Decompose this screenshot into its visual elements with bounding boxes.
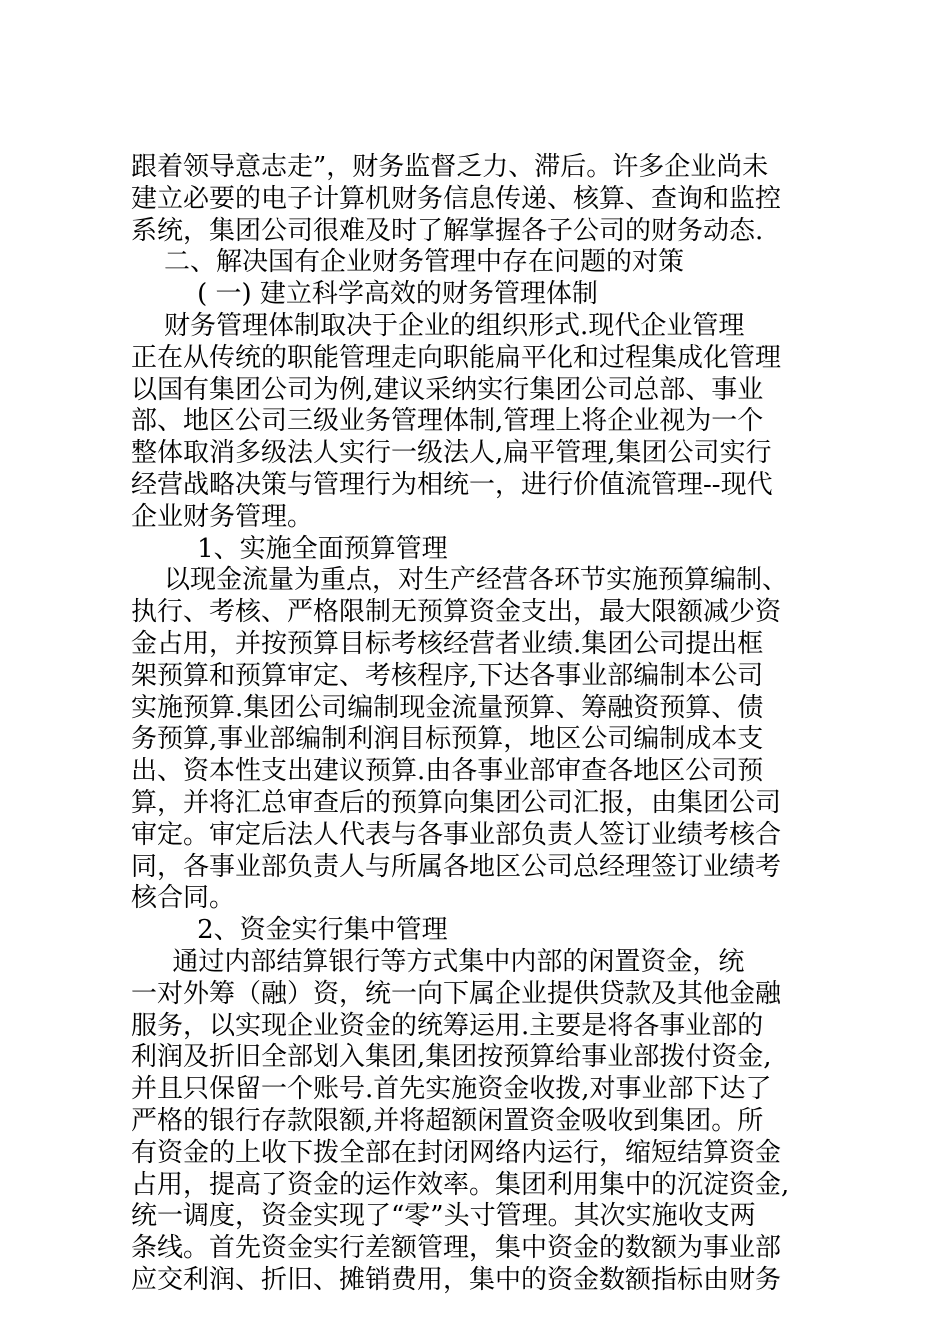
text-line: 以现金流量为重点，对生产经营各环节实施预算编制、 xyxy=(131,565,789,596)
text-line: 经营战略决策与管理行为相统一，进行价值流管理--现代 xyxy=(131,469,773,500)
text-line: 金占用，并按预算目标考核经营者业绩.集团公司提出框 xyxy=(131,628,764,659)
text-line: 执行、考核、严格限制无预算资金支出，最大限额减少资 xyxy=(131,597,782,628)
text-line: 通过内部结算银行等方式集中内部的闲置资金，统 xyxy=(131,946,745,977)
text-line: 算，并将汇总审查后的预算向集团公司汇报，由集团公司 xyxy=(131,787,782,818)
text-line: 务预算,事业部编制利润目标预算，地区公司编制成本支 xyxy=(131,724,764,755)
text-line: 以国有集团公司为例,建议采纳实行集团公司总部、事业 xyxy=(131,374,764,405)
text-line: 并且只保留一个账号.首先实施资金收拨,对事业部下达了 xyxy=(131,1074,772,1105)
text-line: 同，各事业部负责人与所属各地区公司总经理签订业绩考 xyxy=(131,851,782,882)
text-line: 统一调度，资金实现了“零”头寸管理。其次实施收支两 xyxy=(131,1201,756,1232)
text-line: 占用，提高了资金的运作效率。集团利用集中的沉淀资金, xyxy=(131,1169,790,1200)
text-line: 服务，以实现企业资金的统筹运用.主要是将各事业部的 xyxy=(131,1010,764,1041)
text-line: 核合同。 xyxy=(131,883,236,914)
text-line: 应交利润、折旧、摊销费用，集中的资金数额指标由财务 xyxy=(131,1264,782,1295)
text-line: 实施预算.集团公司编制现金流量预算、筹融资预算、债 xyxy=(131,692,764,723)
text-line: 严格的银行存款限额,并将超额闲置资金吸收到集团。所 xyxy=(131,1105,764,1136)
text-line: 架预算和预算审定、考核程序,下达各事业部编制本公司 xyxy=(131,660,764,691)
text-line: 企业财务管理。 xyxy=(131,501,314,532)
text-line: 出、资本性支出建议预算.由各事业部审查各地区公司预 xyxy=(131,756,764,787)
text-line: 跟着领导意志走”，财务监督乏力、滞后。许多企业尚未 xyxy=(131,152,769,182)
text-line: 系统，集团公司很难及时了解掌握各子公司的财务动态. xyxy=(131,215,764,246)
item-heading: 2、资金实行集中管理 xyxy=(131,915,448,946)
document-body xyxy=(131,152,831,1297)
text-line: 财务管理体制取决于企业的组织形式.现代企业管理 xyxy=(131,310,745,341)
text-line: 条线。首先资金实行差额管理，集中资金的数额为事业部 xyxy=(131,1233,782,1264)
text-line: 正在从传统的职能管理走向职能扁平化和过程集成化管理 xyxy=(131,342,782,373)
item-heading: 1、实施全面预算管理 xyxy=(131,533,448,564)
text-line: 建立必要的电子计算机财务信息传递、核算、查询和监控 xyxy=(131,183,782,214)
text-line: 一对外筹（融）资，统一向下属企业提供贷款及其他金融 xyxy=(131,978,782,1009)
text-line: 审定。审定后法人代表与各事业部负责人签订业绩考核合 xyxy=(131,819,782,850)
subsection-heading: ( 一) 建立科学高效的财务管理体制 xyxy=(131,279,598,310)
text-line: 利润及折旧全部划入集团,集团按预算给事业部拨付资金, xyxy=(131,1042,772,1073)
text-line: 有资金的上收下拨全部在封闭网络内运行，缩短结算资金 xyxy=(131,1137,782,1168)
section-heading: 二、解决国有企业财务管理中存在问题的对策 xyxy=(131,247,685,278)
text-line: 部、地区公司三级业务管理体制,管理上将企业视为一个 xyxy=(131,406,764,437)
text-line: 整体取消多级法人实行一级法人,扁平管理,集团公司实行 xyxy=(131,438,772,469)
